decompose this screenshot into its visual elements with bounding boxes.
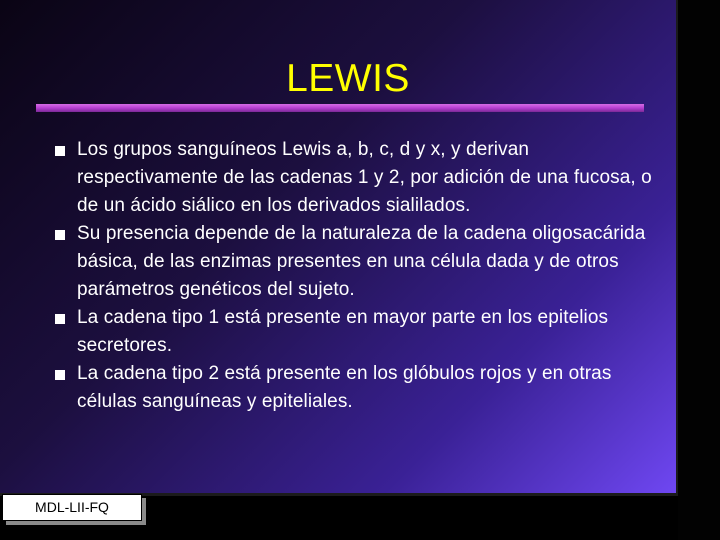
footer-label-box [2, 494, 142, 521]
square-bullet-icon [55, 146, 65, 156]
square-bullet-icon [55, 230, 65, 240]
bullet-list [52, 136, 652, 416]
bullet-text: Su presencia depende de la naturaleza de la cadena oligosacárida básica, de las enzimas presentes en una célula dada y de otros parámetros genéticos del sujeto. [77, 223, 646, 300]
bullet-item [52, 220, 652, 304]
bullet-item [52, 136, 652, 220]
footer-label: MDL-LII-FQ [35, 499, 109, 515]
bullet-item [52, 304, 652, 360]
bullet-text: Los grupos sanguíneos Lewis a, b, c, d y x, y derivan respectivamente de las cadenas 1 y 2, por adición de una fucosa, o de un ácido siálico en los derivados sialilados. [77, 139, 652, 216]
slide-title: LEWIS [286, 57, 410, 100]
bullet-text: La cadena tipo 1 está presente en mayor parte en los epitelios secretores. [77, 307, 609, 356]
square-bullet-icon [55, 314, 65, 324]
title-underline-bar [36, 104, 644, 112]
bullet-item [52, 360, 652, 416]
square-bullet-icon [55, 370, 65, 380]
bullet-text: La cadena tipo 2 está presente en los glóbulos rojos y en otras células sanguíneas y epiteliales. [77, 363, 612, 412]
